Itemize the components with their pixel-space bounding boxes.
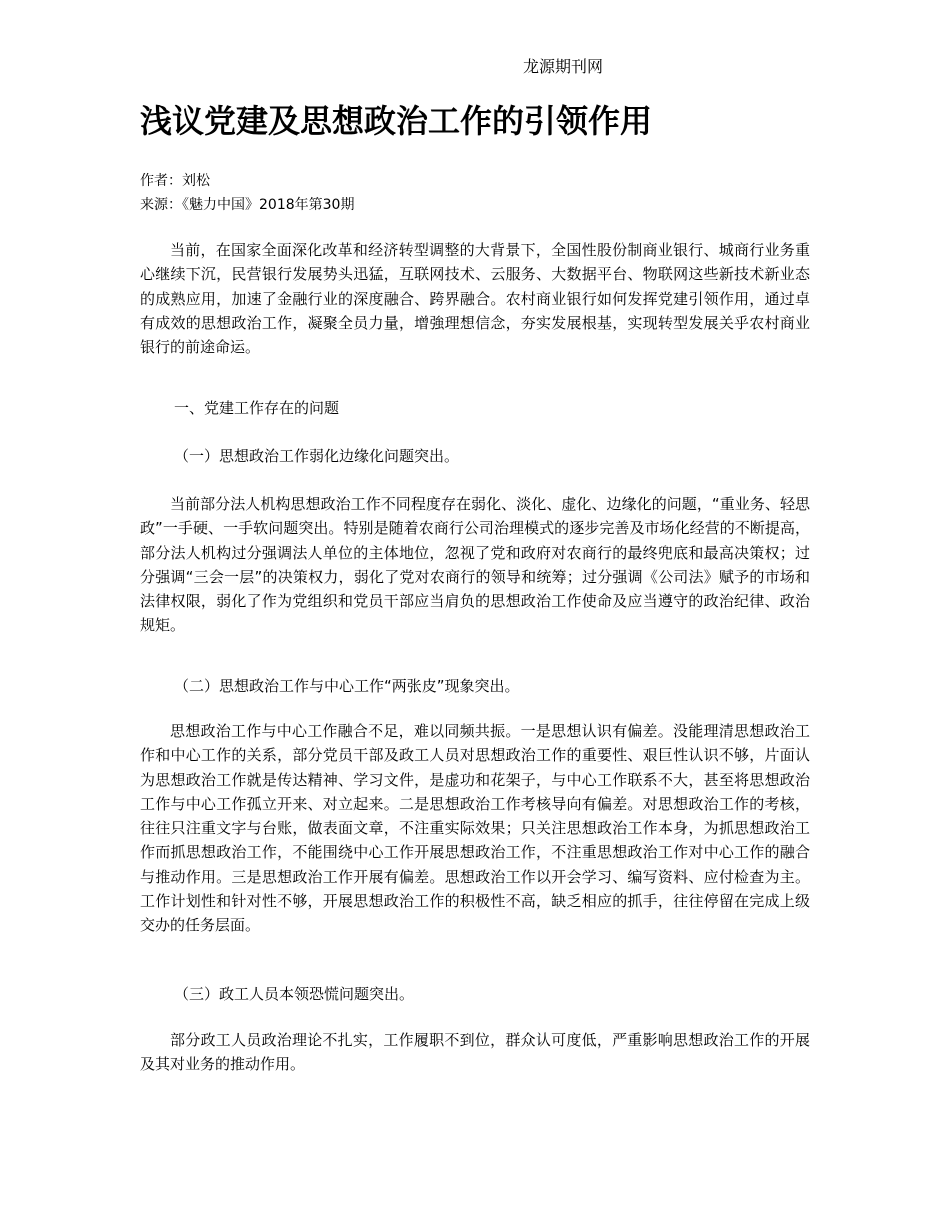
subsection-heading-1-1: （一）思想政治工作弱化边缘化问题突出。 <box>174 447 460 465</box>
paragraph-1-1: 当前部分法人机构思想政治工作不同程度存在弱化、淡化、虚化、边缘化的问题，“重业务、轻思政”一手硬、一手软问题突出。特别是随着农商行公司治理模式的逐步完善及市场化经营的不断提高，部分法人机构过分强调法人单位的主体地位，忽视了党和政府对农商行的最终兜底和最高决策权；过分强调“三会一层”的决策权力，弱化了党对农商行的领导和统筹；过分强调《公司法》赋予的市场和法律权限，弱化了作为党组织和党员干部应当肩负的思想政治工作使命及应当遵守的政治纪律、政治规矩。 <box>140 495 810 635</box>
paragraph-1-3: 部分政工人员政治理论不扎实，工作履职不到位，群众认可度低，严重影响思想政治工作的开展及其对业务的推动作用。 <box>140 1031 810 1074</box>
article-author: 作者：刘松 <box>140 173 210 189</box>
subsection-heading-1-2: （二）思想政治工作与中心工作“两张皮”现象突出。 <box>174 677 520 695</box>
article-title: 浅议党建及思想政治工作的引领作用 <box>140 102 653 140</box>
article-source: 来源：《魅力中国》2018年第30期 <box>140 197 355 213</box>
subsection-heading-1-3: （三）政工人员本领恐慌问题突出。 <box>174 985 415 1003</box>
site-name: 龙源期刊网 <box>523 57 604 76</box>
paragraph-1-2: 思想政治工作与中心工作融合不足，难以同频共振。一是思想认识有偏差。没能理清思想政治工作和中心工作的关系，部分党员干部及政工人员对思想政治工作的重要性、艰巨性认识不够，片面认为思想政治工作就是传达精神、学习文件，是虚功和花架子，与中心工作联系不大，甚至将思想政治工作与中心工作孤立开来、对立起来。二是思想政治工作考核导向有偏差。对思想政治工作的考核，往往只注重文字与台账，做表面文章，不注重实际效果；只关注思想政治工作本身，为抓思想政治工作而抓思想政治工作，不能围绕中心工作开展思想政治工作，不注重思想政治工作对中心工作的融合与推动作用。三是思想政治工作开展有偏差。思想政治工作以开会学习、编写资料、应付检查为主。工作计划性和针对性不够，开展思想政治工作的积极性不高，缺乏相应的抓手，往往停留在完成上级交办的任务层面。 <box>140 722 810 935</box>
paragraph-intro: 当前，在国家全面深化改革和经济转型调整的大背景下，全国性股份制商业银行、城商行业务重心继续下沉，民营银行发展势头迅猛，互联网技术、云服务、大数据平台、物联网这些新技术新业态的成熟应用，加速了金融行业的深度融合、跨界融合。农村商业银行如何发挥党建引领作用，通过卓有成效的思想政治工作，凝聚全员力量，增強理想信念，夯实发展根基，实现转型发展关乎农村商业银行的前途命运。 <box>140 241 810 357</box>
section-heading-1: 一、党建工作存在的问题 <box>174 399 340 417</box>
